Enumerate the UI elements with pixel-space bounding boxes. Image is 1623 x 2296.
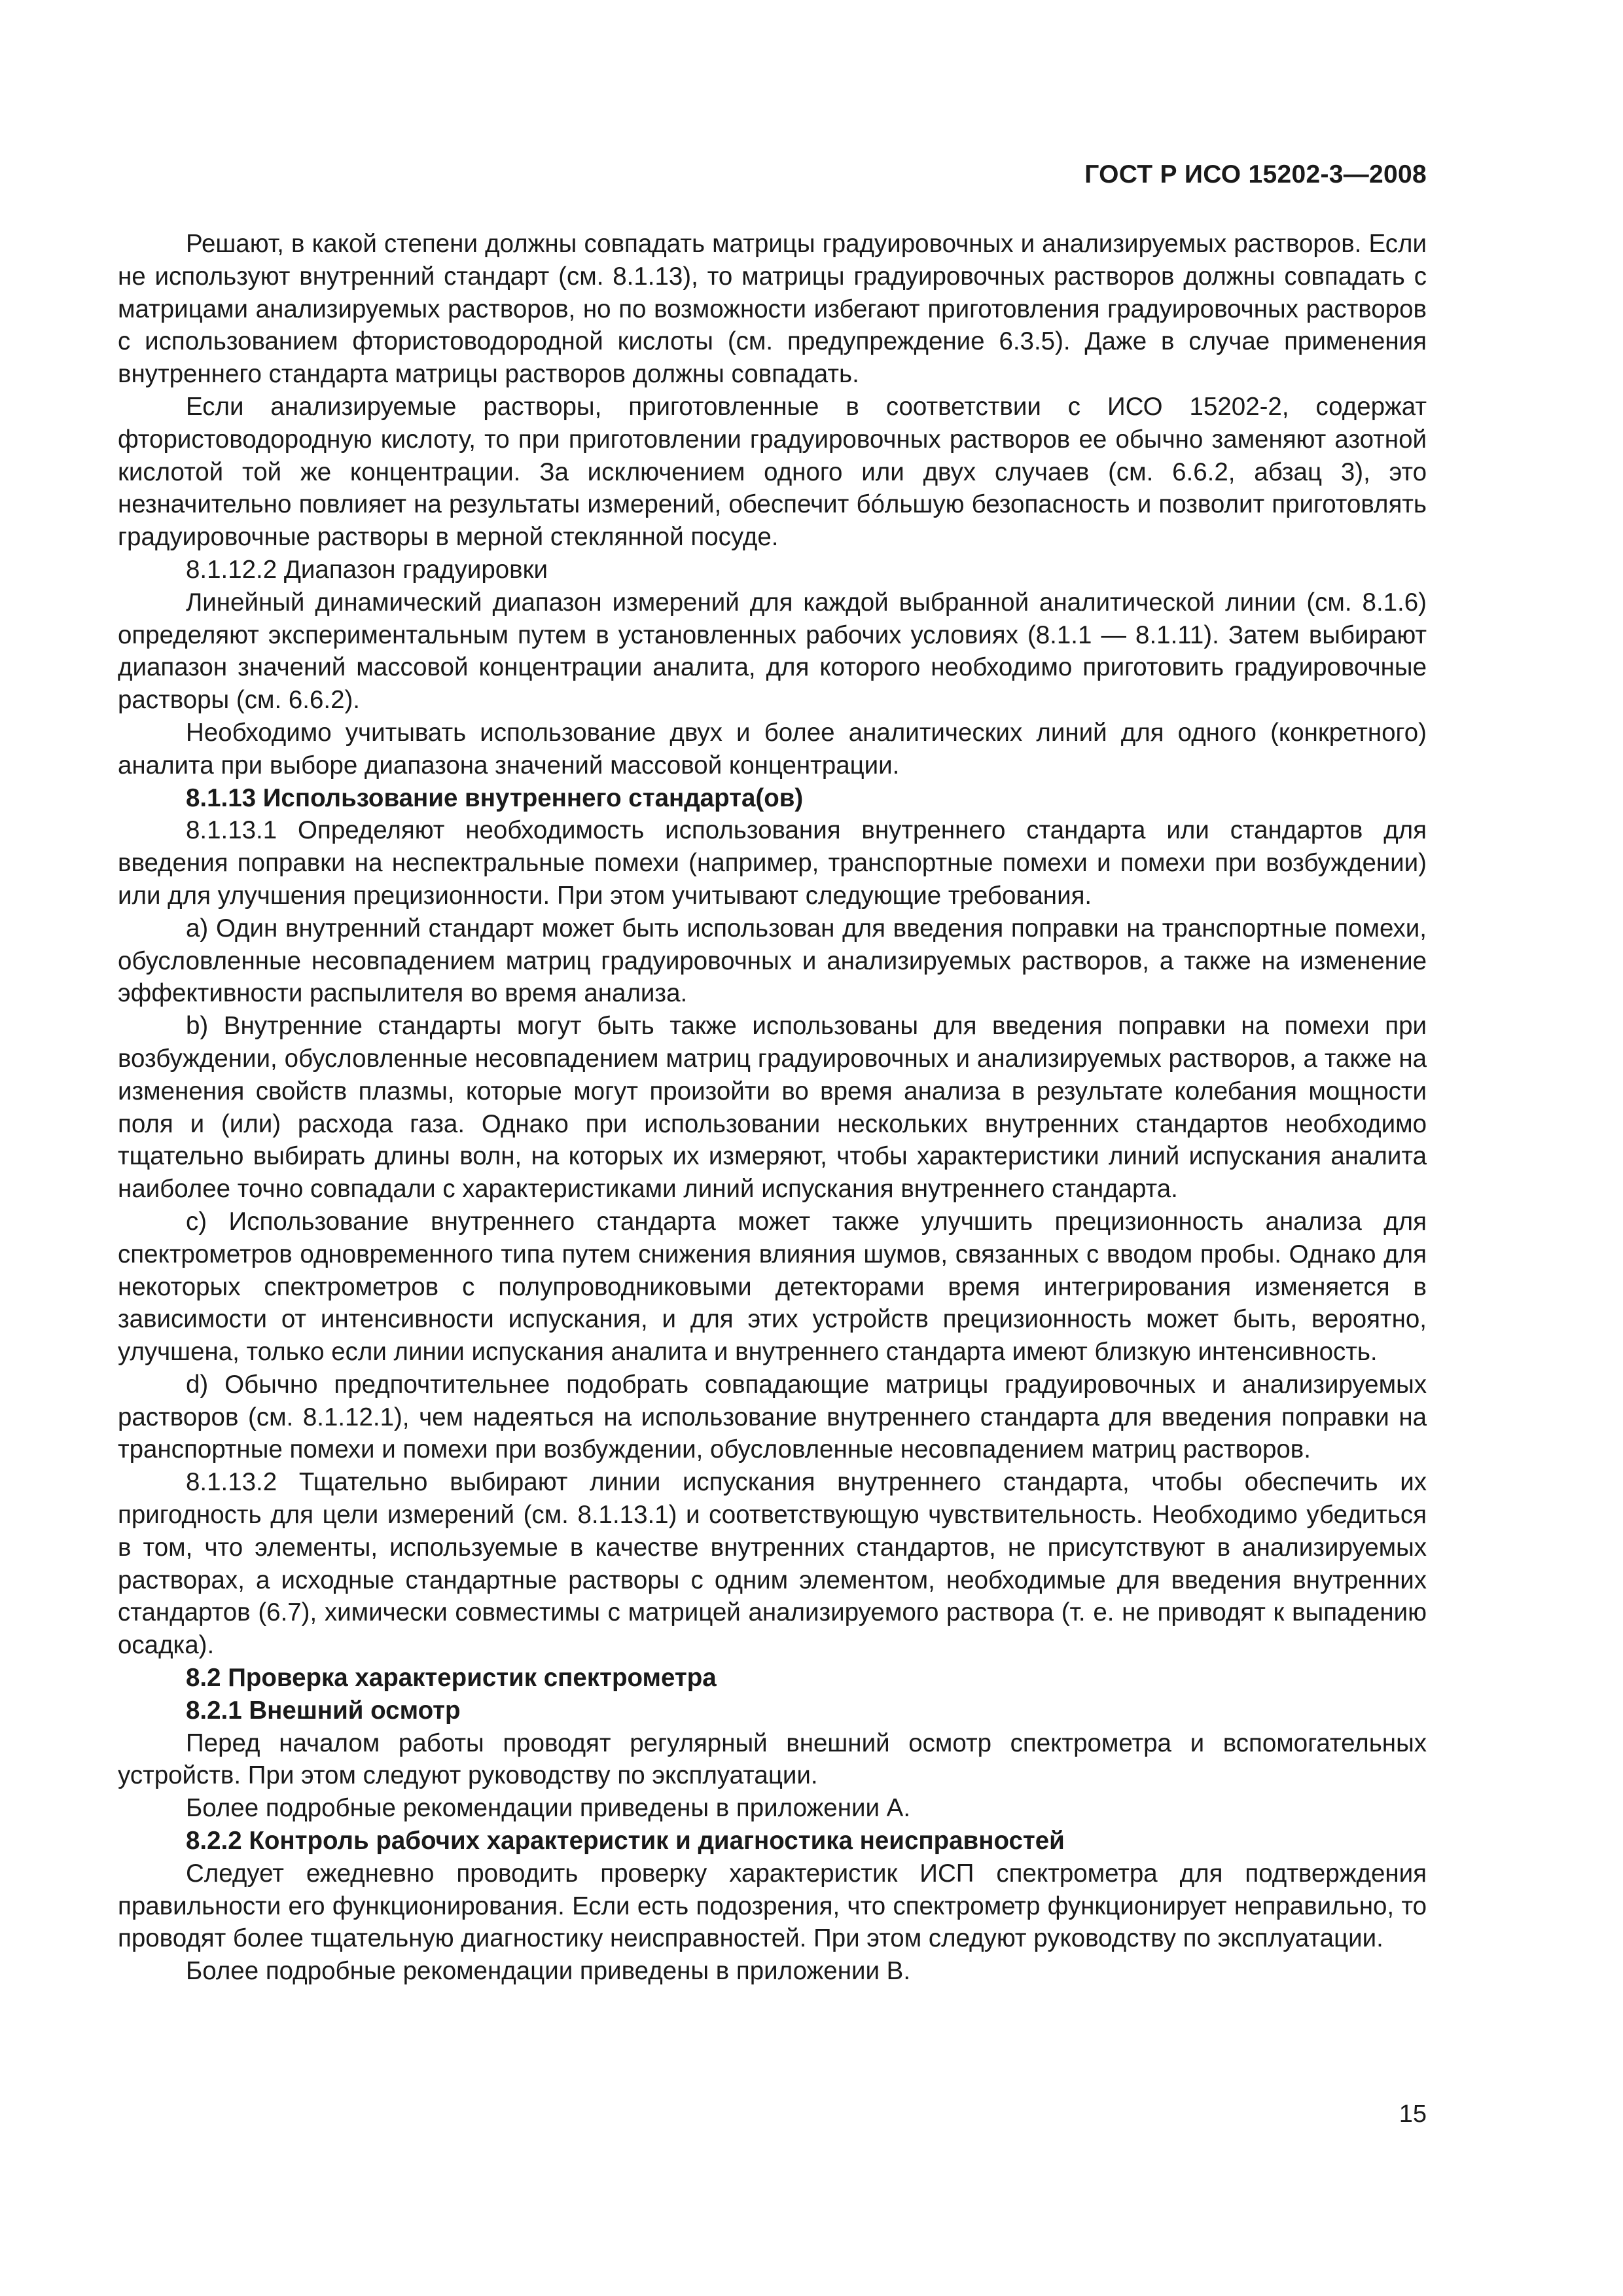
document-code-header: ГОСТ Р ИСО 15202-3—2008 bbox=[1084, 160, 1427, 188]
paragraph: a) Один внутренний стандарт может быть использован для введения поправки на транспортные помехи, обусловленные несовпадением матриц градуировочных и анализируемых растворов, а также на изменение эффективности распылителя во время анализа. bbox=[118, 914, 1427, 1008]
section-heading: 8.1.13 Использование внутреннего стандарта(ов) bbox=[186, 783, 804, 812]
paragraph: Перед началом работы проводят регулярный внешний осмотр спектрометра и вспомогательных устройств. При этом следуют руководству по эксплуатации. bbox=[118, 1729, 1427, 1790]
paragraph: 8.1.13.1 Определяют необходимость использования внутреннего стандарта или стандартов для введения поправки на неспектральные помехи (например, транспортные помехи и помехи при возбуждении) или для улучшения прецизионности. При этом учитывают следующие требования. bbox=[118, 816, 1427, 910]
paragraph: 8.1.13.2 Тщательно выбирают линии испускания внутреннего стандарта, чтобы обеспечить их пригодность для цели измерений (см. 8.1.13.1) и соответствующую чувствительность. Необходимо убедиться в том, что элементы, используемые в качестве внутренних стандартов, не присутствуют в анализируемых растворах, а исходные стандартные растворы с одним элементом, необходимые для введения внутренних стандартов (6.7), химически совместимы с матрицей анализируемого раствора (т. е. не приводят к выпадению осадка). bbox=[118, 1468, 1427, 1660]
paragraph: Необходимо учитывать использование двух и более аналитических линий для одного (конкретного) аналита при выборе диапазона значений массовой концентрации. bbox=[118, 718, 1427, 780]
paragraph: d) Обычно предпочтительнее подобрать совпадающие матрицы градуировочных и анализируемых растворов (см. 8.1.12.1), чем надеяться на использование внутреннего стандарта для введения поправки на транспортные помехи и помехи при возбуждении, обусловленные несовпадением матриц растворов. bbox=[118, 1370, 1427, 1464]
section-heading: 8.2.2 Контроль рабочих характеристик и диагностика неисправностей bbox=[186, 1827, 1065, 1856]
paragraph: Более подробные рекомендации приведены в приложении В. bbox=[186, 1957, 911, 1986]
paragraph: Решают, в какой степени должны совпадать матрицы градуировочных и анализируемых растворов. Если не используют внутренний стандарт (см. 8.1.13), то матрицы градуировочных растворов должны совпадать с матрицами анализируемых растворов, но по возможности избегают приготовления градуировочных растворов с использованием фтористоводородной кислоты (см. предупреждение 6.3.5). Даже в случае применения внутреннего стандарта матрицы растворов должны совпадать. bbox=[118, 230, 1427, 389]
paragraph: Следует ежедневно проводить проверку характеристик ИСП спектрометра для подтверждения правильности его функционирования. Если есть подозрения, что спектрометр функционирует неправильно, то проводят более тщательную диагностику неисправностей. При этом следуют руководству по эксплуатации. bbox=[118, 1859, 1427, 1953]
paragraph: Линейный динамический диапазон измерений для каждой выбранной аналитической линии (см. 8.1.6) определяют экспериментальным путем в установленных рабочих условиях (8.1.1 — 8.1.11). Затем выбирают диапазон значений массовой концентрации аналита, для которого необходимо приготовить градуировочные растворы (см. 6.6.2). bbox=[118, 588, 1427, 715]
document-body bbox=[118, 228, 1427, 1988]
document-page bbox=[118, 0, 1427, 2296]
paragraph: 8.1.12.2 Диапазон градуировки bbox=[186, 555, 548, 584]
page-number: 15 bbox=[1399, 2100, 1427, 2128]
paragraph: b) Внутренние стандарты могут быть также использованы для введения поправки на помехи при возбуждении, обусловленные несовпадением матриц градуировочных и анализируемых растворов, а также на изменения свойств плазмы, которые могут произойти во время анализа в результате колебания мощности поля и (или) расхода газа. Однако при использовании нескольких внутренних стандартов необходимо тщательно выбирать длины волн, на которых их измеряют, чтобы характеристики линий испускания аналита наиболее точно совпадали с характеристиками линий испускания внутреннего стандарта. bbox=[118, 1012, 1427, 1204]
paragraph: Если анализируемые растворы, приготовленные в соответствии с ИСО 15202-2, содержат фтористоводородную кислоту, то при приготовлении градуировочных растворов ее обычно заменяют азотной кислотой той же концентрации. За исключением одного или двух случаев (см. 6.6.2, абзац 3), это незначительно повлияет на результаты измерений, обеспечит бóльшую безопасность и позволит приготовлять градуировочные растворы в мерной стеклянной посуде. bbox=[118, 392, 1427, 552]
section-heading: 8.2.1 Внешний осмотр bbox=[186, 1696, 461, 1725]
section-heading: 8.2 Проверка характеристик спектрометра bbox=[186, 1664, 717, 1693]
paragraph: c) Использование внутреннего стандарта может также улучшить прецизионность анализа для спектрометров одновременного типа путем снижения влияния шумов, связанных с вводом пробы. Однако для некоторых спектрометров с полупроводниковыми детекторами время интегрирования изменяется в зависимости от интенсивности испускания, и для этих устройств прецизионность может быть, вероятно, улучшена, только если линии испускания аналита и внутреннего стандарта имеют близкую интенсивность. bbox=[118, 1207, 1427, 1367]
paragraph: Более подробные рекомендации приведены в приложении А. bbox=[186, 1794, 911, 1823]
